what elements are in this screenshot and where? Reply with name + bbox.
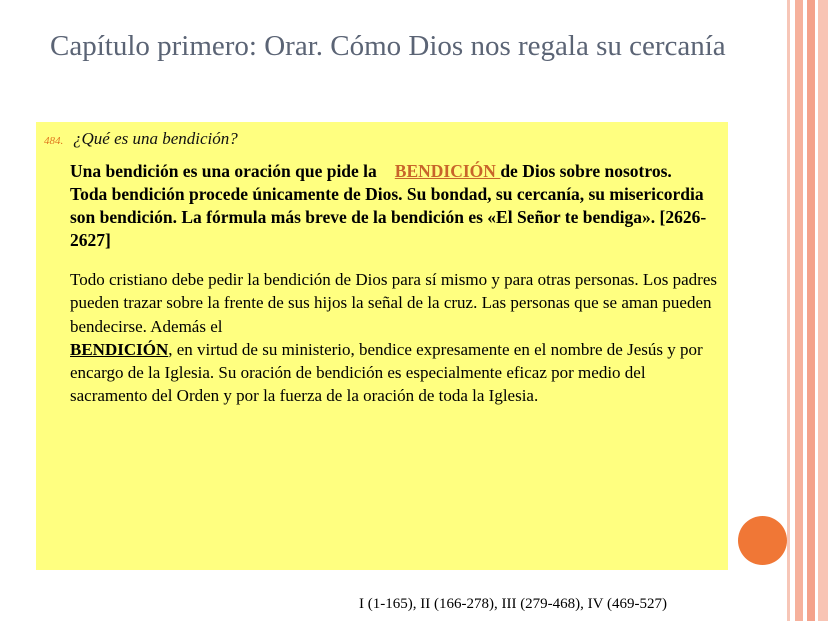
decorative-stripe: [818, 0, 828, 621]
decorative-circle: [738, 516, 787, 565]
body-paragraph: [70, 268, 720, 408]
body-text-end: , en virtud de su ministerio, bendice expresamente en el nombre de Jesús y por encargo de la Iglesia. Su oración de bendición es especialmente eficaz por medio del sacramento del Orden y por la fuerza de la oración de toda la Iglesia.: [70, 339, 703, 406]
decorative-stripe: [807, 0, 815, 621]
link-icon: [381, 161, 395, 181]
answer-text-end: de Dios sobre nosotros. Toda bendición procede únicamente de Dios. Su bondad, su cercanía, su misericordia son bendición. La fórmula más breve de la bendición es «El Señor te bendiga». [2626-2627]: [70, 161, 700, 250]
content-card: [36, 122, 728, 570]
answer-paragraph: [70, 160, 710, 252]
question-text: ¿Qué es una bendición?: [73, 129, 238, 148]
item-number: 484.: [44, 135, 64, 147]
body-text-start: Todo cristiano debe pedir la bendición de Dios para sí mismo y para otras personas. Los padres pueden trazar sobre la frente de sus hijos la señal de la cruz. Las personas que se aman pueden bendecirse. Además el: [70, 270, 717, 336]
slide-title: Capítulo primero: Orar. Cómo Dios nos regala su cercanía: [50, 30, 726, 62]
decorative-stripe: [787, 0, 790, 621]
section-footer: I (1-165), II (166-278), III (279-468), IV (469-527): [359, 596, 667, 612]
bendicion-link[interactable]: BENDICIÓN: [381, 161, 487, 181]
decorative-stripe: [795, 0, 803, 621]
bendicion-link-body[interactable]: BENDICIÓN: [70, 339, 169, 359]
answer-text-start: Una bendición es una oración que pide la: [70, 161, 382, 181]
link-icon: [227, 317, 240, 336]
